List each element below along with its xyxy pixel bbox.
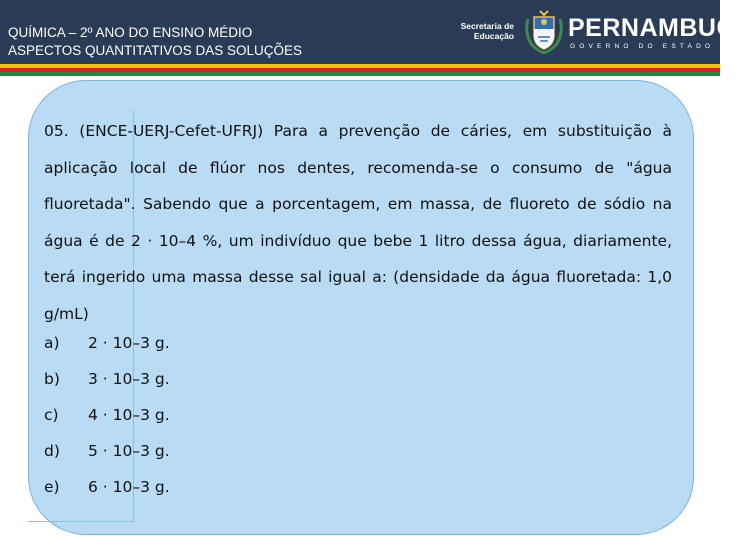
decorative-divider-horizontal — [28, 521, 134, 522]
option-letter: a) — [44, 334, 60, 352]
question-text: 05. (ENCE-UERJ-Cefet-UFRJ) Para a prevenção de cáries, em substituição à aplicação local de flúor nos dentes, recomenda-se o consumo de "água fluoretada". Sabendo que a porcentagem, em massa, de fluoreto de sódio na água é de 2 · 10–4 %, um indivíduo que bebe 1 litro dessa água, diariamente, terá ingerido uma massa desse sal igual a: (densidade da água fluoretada: 1,0 g/mL) — [44, 122, 672, 323]
secretaria-line2: Educação — [473, 31, 514, 41]
option-letter: d) — [44, 442, 60, 460]
option-c — [44, 400, 264, 436]
option-a — [44, 328, 264, 364]
secretaria-line1: Secretaria de — [460, 21, 514, 31]
option-value: 3 · 10–3 g. — [88, 370, 170, 388]
coat-of-arms-icon — [522, 9, 566, 55]
secretaria-label — [456, 21, 514, 41]
option-d — [44, 436, 264, 472]
page-subtitle: ASPECTOS QUANTITATIVOS DAS SOLUÇÕES — [8, 43, 303, 58]
option-e — [44, 472, 264, 508]
header-bar — [0, 0, 755, 64]
flag-stripe-green — [0, 72, 720, 76]
option-value: 4 · 10–3 g. — [88, 406, 170, 424]
option-value: 6 · 10–3 g. — [88, 478, 170, 496]
brand-name: PERNAMBUCO — [568, 14, 755, 42]
option-letter: c) — [44, 406, 59, 424]
option-letter: e) — [44, 478, 60, 496]
option-value: 5 · 10–3 g. — [88, 442, 170, 460]
option-value: 2 · 10–3 g. — [88, 334, 170, 352]
option-b — [44, 364, 264, 400]
option-letter: b) — [44, 370, 60, 388]
brand-tagline: GOVERNO DO ESTADO — [570, 43, 715, 50]
page-title: QUÍMICA – 2º ANO DO ENSINO MÉDIO — [8, 25, 253, 40]
